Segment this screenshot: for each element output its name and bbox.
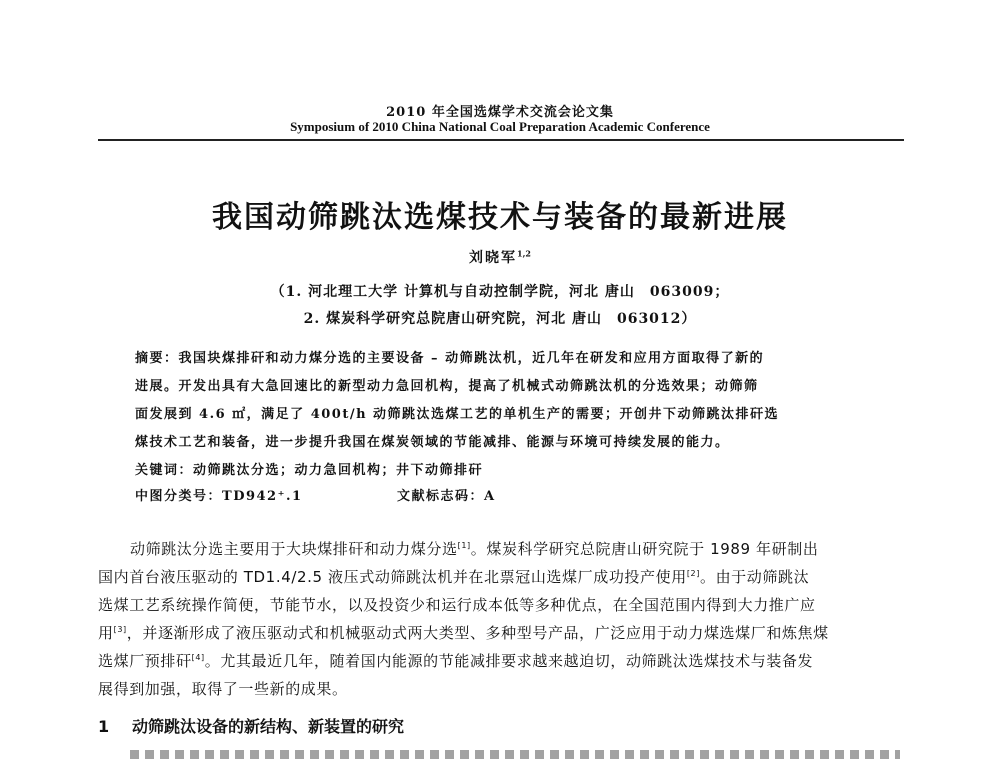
keywords-label: 关键词：: [135, 463, 194, 478]
author-line: [0, 247, 1000, 267]
citation-ref: [2]: [686, 569, 700, 578]
body-text: ，并逐渐形成了液压驱动式和机械驱动式两大类型、多种型号产品，广泛应用于动力煤选煤厂和炼焦煤: [126, 624, 829, 642]
section-title: 动筛跳汰设备的新结构、新装置的研究: [132, 717, 405, 736]
abstract-line-2: 进展。开发出具有大急回速比的新型动力急回机构，提高了机械式动筛跳汰机的分选效果；动筛筛: [135, 379, 759, 394]
abstract-line-1: [135, 347, 870, 366]
body-paragraph-line: [98, 594, 906, 615]
body-text: 展得到加强，取得了一些新的成果。: [98, 680, 348, 698]
body-paragraph-line: [130, 538, 906, 559]
author-name: 刘晓军: [469, 250, 518, 266]
section-number: 1: [98, 717, 110, 736]
running-header-english: Symposium of 2010 China National Coal Preparation Academic Conference: [290, 119, 710, 134]
body-text: 选煤工艺系统操作简便，节能节水，以及投资少和运行成本低等多种优点，在全国范围内得到大力推广应: [98, 596, 816, 614]
paper-title: 我国动筛跳汰选煤技术与装备的最新进展: [212, 200, 788, 235]
affiliation-1: （1. 河北理工大学 计算机与自动控制学院，河北 唐山 063009；: [270, 284, 730, 300]
keywords-line: [135, 459, 870, 478]
body-paragraph-line: [98, 678, 906, 699]
clc-label: 中图分类号：: [135, 489, 223, 504]
running-header-chinese: 2010 年全国选煤学术交流会论文集: [386, 105, 614, 120]
clc-value: TD942⁺.1: [222, 489, 303, 504]
citation-ref: [1]: [457, 541, 471, 550]
author-affiliation-marker: 1,2: [517, 248, 531, 259]
document-code: [397, 485, 496, 504]
classification-line: [135, 485, 870, 504]
abstract-line-4: 煤技术工艺和装备，进一步提升我国在煤炭领域的节能减排、能源与环境可持续发展的能力。: [135, 435, 730, 450]
body-paragraph-line: [98, 566, 906, 587]
affiliation-2: 2. 煤炭科学研究总院唐山研究院，河北 唐山 063012）: [303, 311, 697, 327]
body-text: 国内首台液压驱动的 TD1.4/2.5 液压式动筛跳汰机并在北票冠山选煤厂成功投产使用: [98, 568, 687, 586]
abstract-line-3: 面发展到 4.6 ㎡，满足了 400t/h 动筛跳汰选煤工艺的单机生产的需要；开创井下动筛跳汰排矸选: [135, 407, 780, 422]
body-text: 。煤炭科学研究总院唐山研究院于 1989 年研制出: [470, 540, 819, 558]
header-divider: [98, 139, 904, 141]
body-text: 。由于动筛跳汰: [699, 568, 810, 586]
body-text: 动筛跳汰分选主要用于大块煤排矸和动力煤分选: [130, 540, 458, 558]
keywords-text: 动筛跳汰分选；动力急回机构；井下动筛排矸: [193, 463, 484, 478]
body-text: 选煤厂预排矸: [98, 652, 192, 670]
citation-ref: [4]: [191, 653, 205, 662]
doc-code-label: 文献标志码：: [397, 489, 485, 504]
citation-ref: [3]: [113, 625, 127, 634]
section-heading: [98, 714, 404, 737]
body-text: 用: [98, 624, 114, 642]
cropped-text-line: [130, 750, 900, 759]
body-paragraph-line: [98, 622, 906, 643]
body-paragraph-line: [98, 650, 906, 671]
body-text: 。尤其最近几年，随着国内能源的节能减排要求越来越迫切，动筛跳汰选煤技术与装备发: [204, 652, 814, 670]
doc-code-value: A: [484, 489, 496, 504]
abstract-label: 摘要：: [135, 351, 179, 366]
abstract-text: 我国块煤排矸和动力煤分选的主要设备 – 动筛跳汰机，近几年在研发和应用方面取得了新的: [178, 351, 765, 366]
